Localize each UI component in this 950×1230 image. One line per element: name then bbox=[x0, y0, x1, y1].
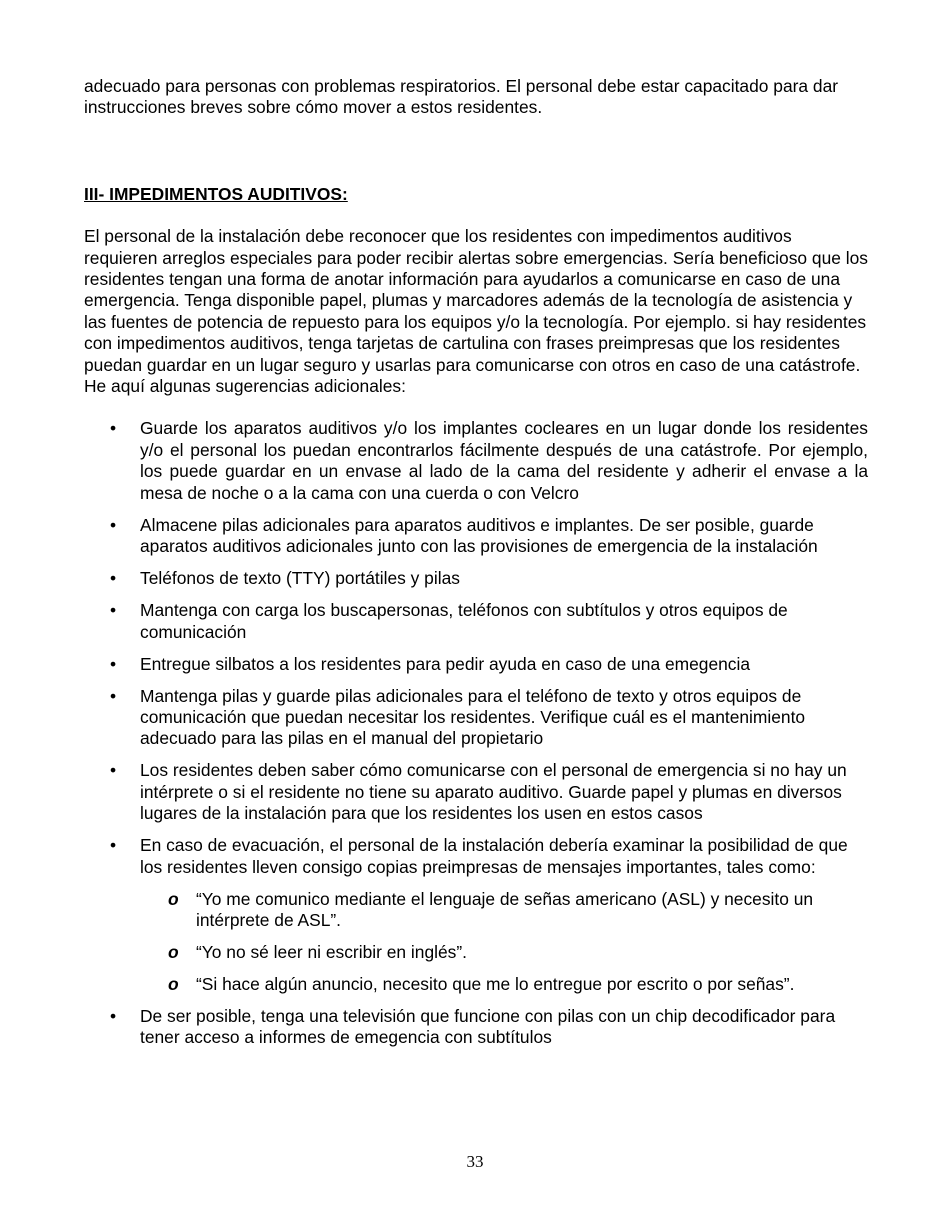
bullet-icon: • bbox=[110, 653, 117, 674]
list-item bbox=[84, 760, 868, 824]
list-item-text: Los residentes deben saber cómo comunicarse con el personal de emergencia si no hay un intérprete o si el residente no tiene su aparato auditivo. Guarde papel y plumas en diversos lugares de la instalación para que los residentes los usen en estos casos bbox=[140, 760, 847, 824]
sub-list-item-text: “Yo me comunico mediante el lenguaje de señas americano (ASL) y necesito un intérprete de ASL”. bbox=[196, 888, 814, 930]
section-heading: III- IMPEDIMENTOS AUDITIVOS: bbox=[84, 183, 348, 204]
list-item bbox=[84, 1006, 868, 1049]
sub-bullet-icon: o bbox=[168, 888, 179, 909]
list-item bbox=[84, 686, 868, 750]
sub-list-item bbox=[140, 942, 868, 963]
list-item-text: Entregue silbatos a los residentes para pedir ayuda en caso de una emegencia bbox=[140, 653, 751, 674]
sub-bullet-icon: o bbox=[168, 941, 179, 962]
bullet-icon: • bbox=[110, 568, 117, 589]
page-number: 33 bbox=[466, 1152, 484, 1171]
sub-list-item bbox=[140, 889, 868, 932]
sub-bullet-icon: o bbox=[168, 973, 179, 994]
suggestions-intro: He aquí algunas sugerencias adicionales: bbox=[84, 376, 406, 397]
sub-list-item-text: “Si hace algún anuncio, necesito que me lo entregue por escrito o por señas”. bbox=[196, 973, 795, 994]
list-item bbox=[84, 515, 868, 558]
bullet-icon: • bbox=[110, 835, 117, 856]
list-item-text: De ser posible, tenga una televisión que funcione con pilas con un chip decodificador para tener acceso a informes de emegencia con subtítulos bbox=[140, 1005, 836, 1048]
suggestions-list bbox=[84, 418, 868, 1048]
list-item bbox=[84, 654, 868, 675]
bullet-icon: • bbox=[110, 514, 117, 535]
bullet-icon: • bbox=[110, 418, 117, 439]
list-item bbox=[84, 568, 868, 589]
bullet-icon: • bbox=[110, 760, 117, 781]
list-item-text: Guarde los aparatos auditivos y/o los implantes cocleares en un lugar donde los residentes y/o el personal los puedan encontrarlos fácilmente después de una catástrofe. Por ejemplo, los puede guardar en un envase al lado de la cama del residente y adherir el envase a la mesa de noche o a la cama con una cuerda o con Velcro bbox=[140, 418, 868, 503]
bullet-icon: • bbox=[110, 685, 117, 706]
message-examples-list bbox=[140, 889, 868, 996]
sub-list-item bbox=[140, 974, 868, 995]
list-item-text: En caso de evacuación, el personal de la instalación debería examinar la posibilidad de que los residentes lleven consigo copias preimpresas de mensajes importantes, tales como: bbox=[140, 835, 848, 877]
bullet-icon: • bbox=[110, 1005, 117, 1026]
bullet-icon: • bbox=[110, 600, 117, 621]
list-item-text: Almacene pilas adicionales para aparatos auditivos e implantes. De ser posible, guarde aparatos auditivos adicionales junto con las provisiones de emergencia de la instalación bbox=[140, 514, 818, 557]
list-item bbox=[84, 418, 868, 504]
intro-paragraph: El personal de la instalación debe reconocer que los residentes con impedimentos auditivos requieren arreglos especiales para poder recibir alertas sobre emergencias. Sería beneficioso que los residentes tengan una forma de anotar información para ayudarlos a comunicarse en caso de una emergencia. Tenga disponible papel, plumas y marcadores además de la tecnología de asistencia y las fuentes de potencia de repuesto para los equipos y/o la tecnología. Por ejemplo. si hay residentes con impedimentos auditivos, tenga tarjetas de cartulina con frases preimpresas que los residentes puedan guardar en un lugar seguro y usarlas para comunicarse con otros en caso de una catástrofe. bbox=[84, 226, 868, 375]
list-item-text: Mantenga pilas y guarde pilas adicionales para el teléfono de texto y otros equipos de comunicación que puedan necesitar los residentes. Verifique cuál es el mantenimiento adecuado para las pilas en el manual del propietario bbox=[140, 685, 806, 749]
list-item-text: Mantenga con carga los buscapersonas, teléfonos con subtítulos y otros equipos de comunicación bbox=[140, 600, 788, 642]
document-page bbox=[84, 76, 868, 1059]
list-item-text: Teléfonos de texto (TTY) portátiles y pilas bbox=[140, 568, 460, 589]
list-item bbox=[84, 600, 868, 643]
continuation-paragraph: adecuado para personas con problemas respiratorios. El personal debe estar capacitado para dar instrucciones breves sobre cómo mover a estos residentes. bbox=[84, 76, 839, 118]
list-item bbox=[84, 835, 868, 995]
sub-list-item-text: “Yo no sé leer ni escribir en inglés”. bbox=[196, 941, 467, 962]
